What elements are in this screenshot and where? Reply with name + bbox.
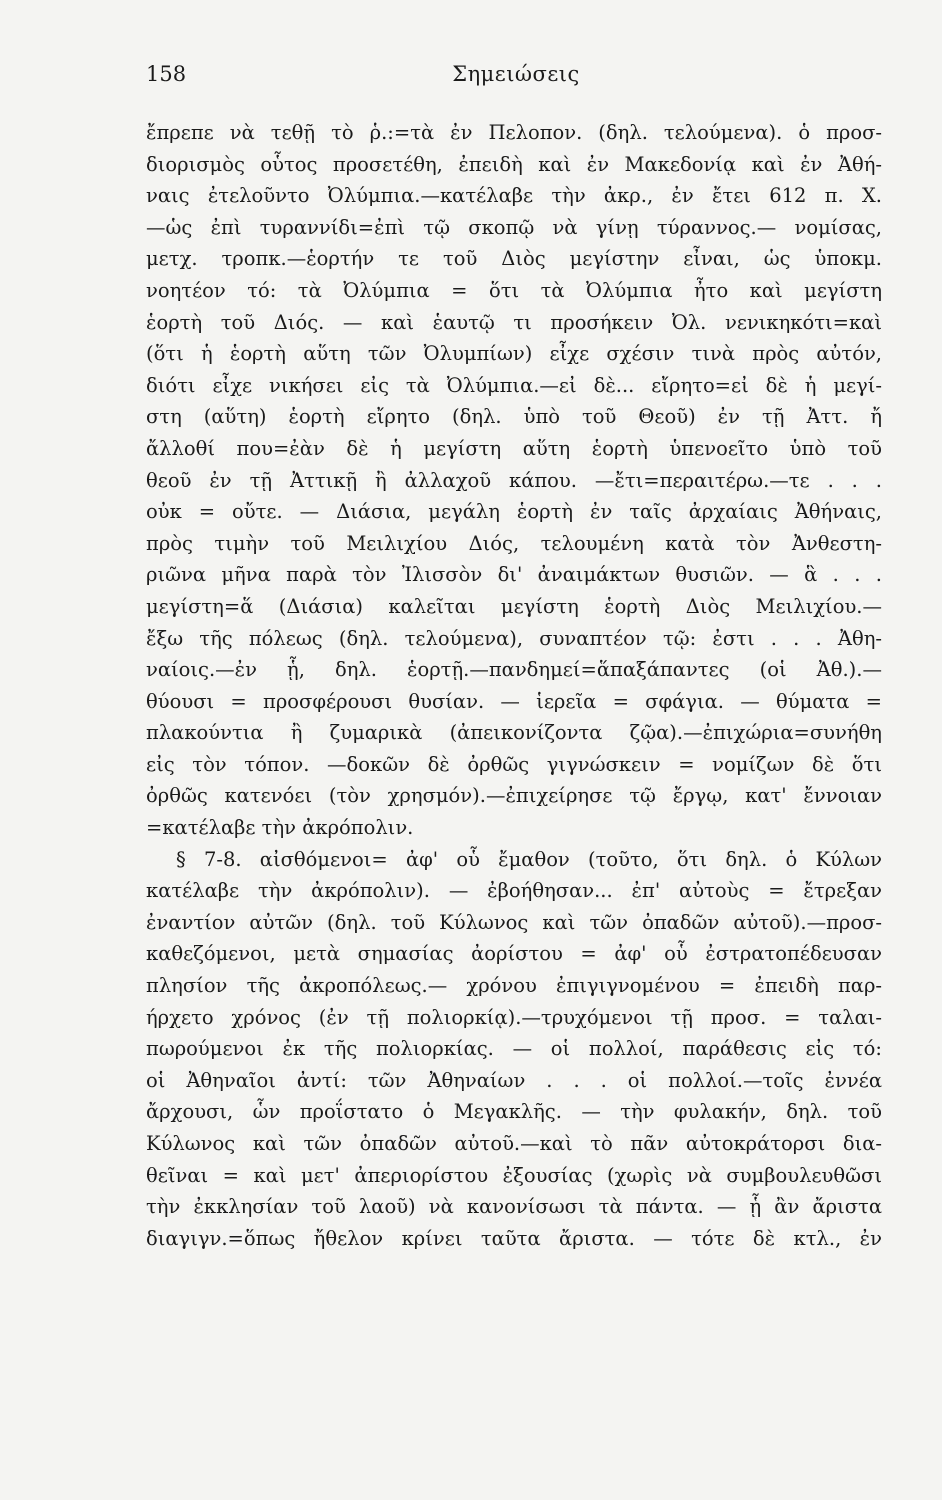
- text-line: Κύλωνος καὶ τῶν ὀπαδῶν αὐτοῦ.—καὶ τὸ πᾶν αὐτοκράτορσι δια-: [146, 1132, 882, 1155]
- text-line: (ὅτι ἡ ἑορτὴ αὕτη τῶν Ὀλυμπίων) εἶχε σχέσιν τινὰ πρὸς αὐτόν,: [146, 342, 882, 366]
- notes-body: [146, 117, 882, 1254]
- text-line: διαγιγν.=ὅπως ἤθελον κρίνει ταῦτα ἄριστα. — τότε δὲ κτλ., ἐν: [146, 1226, 882, 1250]
- text-line: μετχ. τροπκ.—ἑορτήν τε τοῦ Διὸς μεγίστην εἶναι, ὡς ὑποκμ.: [146, 247, 882, 271]
- text-line: ἔξω τῆς πόλεως (δηλ. τελούμενα), συναπτέον τῷ: ἐστι . . . Ἀθη-: [146, 626, 882, 650]
- text-line: ναίοις.—ἐν ᾗ, δηλ. ἑορτῇ.—πανδημεί=ἅπαξάπαντες (οἱ Ἀθ.).—: [146, 658, 882, 682]
- page-number: 158: [146, 62, 187, 86]
- text-line: ἄρχουσι, ὧν προΐστατο ὁ Μεγακλῆς. — τὴν φυλακήν, δηλ. τοῦ: [146, 1100, 882, 1124]
- text-line: διορισμὸς οὗτος προσετέθη, ἐπειδὴ καὶ ἐν Μακεδονίᾳ καὶ ἐν Ἀθή-: [146, 152, 882, 176]
- text-line: νοητέον τό: τὰ Ὀλύμπια = ὅτι τὰ Ὀλύμπια ἦτο καὶ μεγίστη: [146, 278, 882, 302]
- text-line: πωρούμενοι ἐκ τῆς πολιορκίας. — οἱ πολλοί, παράθεσις εἰς τό:: [146, 1037, 882, 1061]
- text-line: ἐναντίον αὐτῶν (δηλ. τοῦ Κύλωνος καὶ τῶν ὀπαδῶν αὐτοῦ).—προσ-: [146, 910, 882, 934]
- text-line: ἄλλοθί που=ἐὰν δὲ ἡ μεγίστη αὕτη ἑορτὴ ὑπενοεῖτο ὑπὸ τοῦ: [146, 436, 882, 460]
- text-line: οὐκ = οὔτε. — Διάσια, μεγάλη ἑορτὴ ἐν ταῖς ἀρχαίαις Ἀθήναις,: [146, 500, 882, 524]
- text-line: ἑορτὴ τοῦ Διός. — καὶ ἑαυτῷ τι προσήκειν Ὀλ. νενικηκότι=καὶ: [146, 310, 882, 334]
- text-line: —ὡς ἐπὶ τυραννίδι=ἐπὶ τῷ σκοπῷ νὰ γίνῃ τύραννος.— νομίσας,: [146, 215, 882, 239]
- text-line: διότι εἶχε νικήσει εἰς τὰ Ὀλύμπια.—εἰ δὲ... εἴρητο=εἰ δὲ ἡ μεγί-: [146, 373, 882, 397]
- text-line: ριῶνα μῆνα παρὰ τὸν Ἰλισσὸν δι' ἀναιμάκτων θυσιῶν. — ἃ . . .: [146, 563, 882, 587]
- running-title: Σημειώσεις: [452, 62, 580, 86]
- text-line: καθεζόμενοι, μετὰ σημασίας ἀορίστου = ἀφ' οὗ ἐστρατοπέδευσαν: [146, 942, 882, 966]
- text-line: πλακούντια ἢ ζυμαρικὰ (ἀπεικονίζοντα ζῷα).—ἐπιχώρια=συνήθη: [146, 721, 882, 745]
- text-line: ήρχετο χρόνος (ἐν τῇ πολιορκίᾳ).—τρυχόμενοι τῇ προσ. = ταλαι-: [146, 1005, 882, 1029]
- text-line: μεγίστη=ἅ (Διάσια) καλεῖται μεγίστη ἑορτὴ Διὸς Μειλιχίου.—: [146, 594, 882, 618]
- text-line: ὀρθῶς κατενόει (τὸν χρησμόν).—ἐπιχείρησε τῷ ἔργῳ, κατ' ἔννοιαν: [146, 784, 882, 808]
- text-line: =κατέλαβε τὴν ἀκρόπολιν.: [146, 816, 414, 840]
- text-line: θεῖναι = καὶ μετ' ἀπεριορίστου ἐξουσίας (χωρὶς νὰ συμβουλευθῶσι: [146, 1163, 882, 1187]
- text-line: θεοῦ ἐν τῇ Ἀττικῇ ἢ ἀλλαχοῦ κάπου. —ἔτι=περαιτέρω.—τε . . .: [146, 468, 882, 492]
- text-line: εἰς τὸν τόπον. —δοκῶν δὲ ὀρθῶς γιγνώσκειν = νομίζων δὲ ὅτι: [146, 752, 882, 776]
- text-line: θύουσι = προσφέρουσι θυσίαν. — ἱερεῖα = σφάγια. — θύματα =: [146, 689, 882, 713]
- text-line: ἔπρεπε νὰ τεθῇ τὸ ῥ.:=τὰ ἐν Πελοπον. (δηλ. τελούμενα). ὁ προσ-: [146, 121, 882, 144]
- text-line: στη (αὕτη) ἑορτὴ εἴρητο (δηλ. ὑπὸ τοῦ Θεοῦ) ἐν τῇ Ἀττ. ἤ: [146, 405, 882, 429]
- page-header: [146, 62, 886, 92]
- paragraph-start-line: § 7-8. αἰσθόμενοι= ἀφ' οὗ ἔμαθον (τοῦτο, ὅτι δηλ. ὁ Κύλων: [176, 847, 882, 871]
- text-line: πλησίον τῆς ἀκροπόλεως.— χρόνου ἐπιγιγνομένου = ἐπειδὴ παρ-: [146, 974, 882, 998]
- text-line: κατέλαβε τὴν ἀκρόπολιν). — ἐβοήθησαν... ἐπ' αὐτοὺς = ἔτρεξαν: [146, 879, 882, 903]
- text-line: οἱ Ἀθηναῖοι ἀντί: τῶν Ἀθηναίων . . . οἱ πολλοί.—τοῖς ἐννέα: [146, 1068, 882, 1092]
- text-line: τὴν ἐκκλησίαν τοῦ λαοῦ) νὰ κανονίσωσι τὰ πάντα. — ᾗ ἂν ἄριστα: [146, 1195, 882, 1219]
- text-line: πρὸς τιμὴν τοῦ Μειλιχίου Διός, τελουμένη κατὰ τὸν Ἀνθεστη-: [146, 531, 882, 555]
- text-line: ναις ἐτελοῦντο Ὀλύμπια.—κατέλαβε τὴν ἀκρ., ἐν ἔτει 612 π. Χ.: [146, 184, 882, 208]
